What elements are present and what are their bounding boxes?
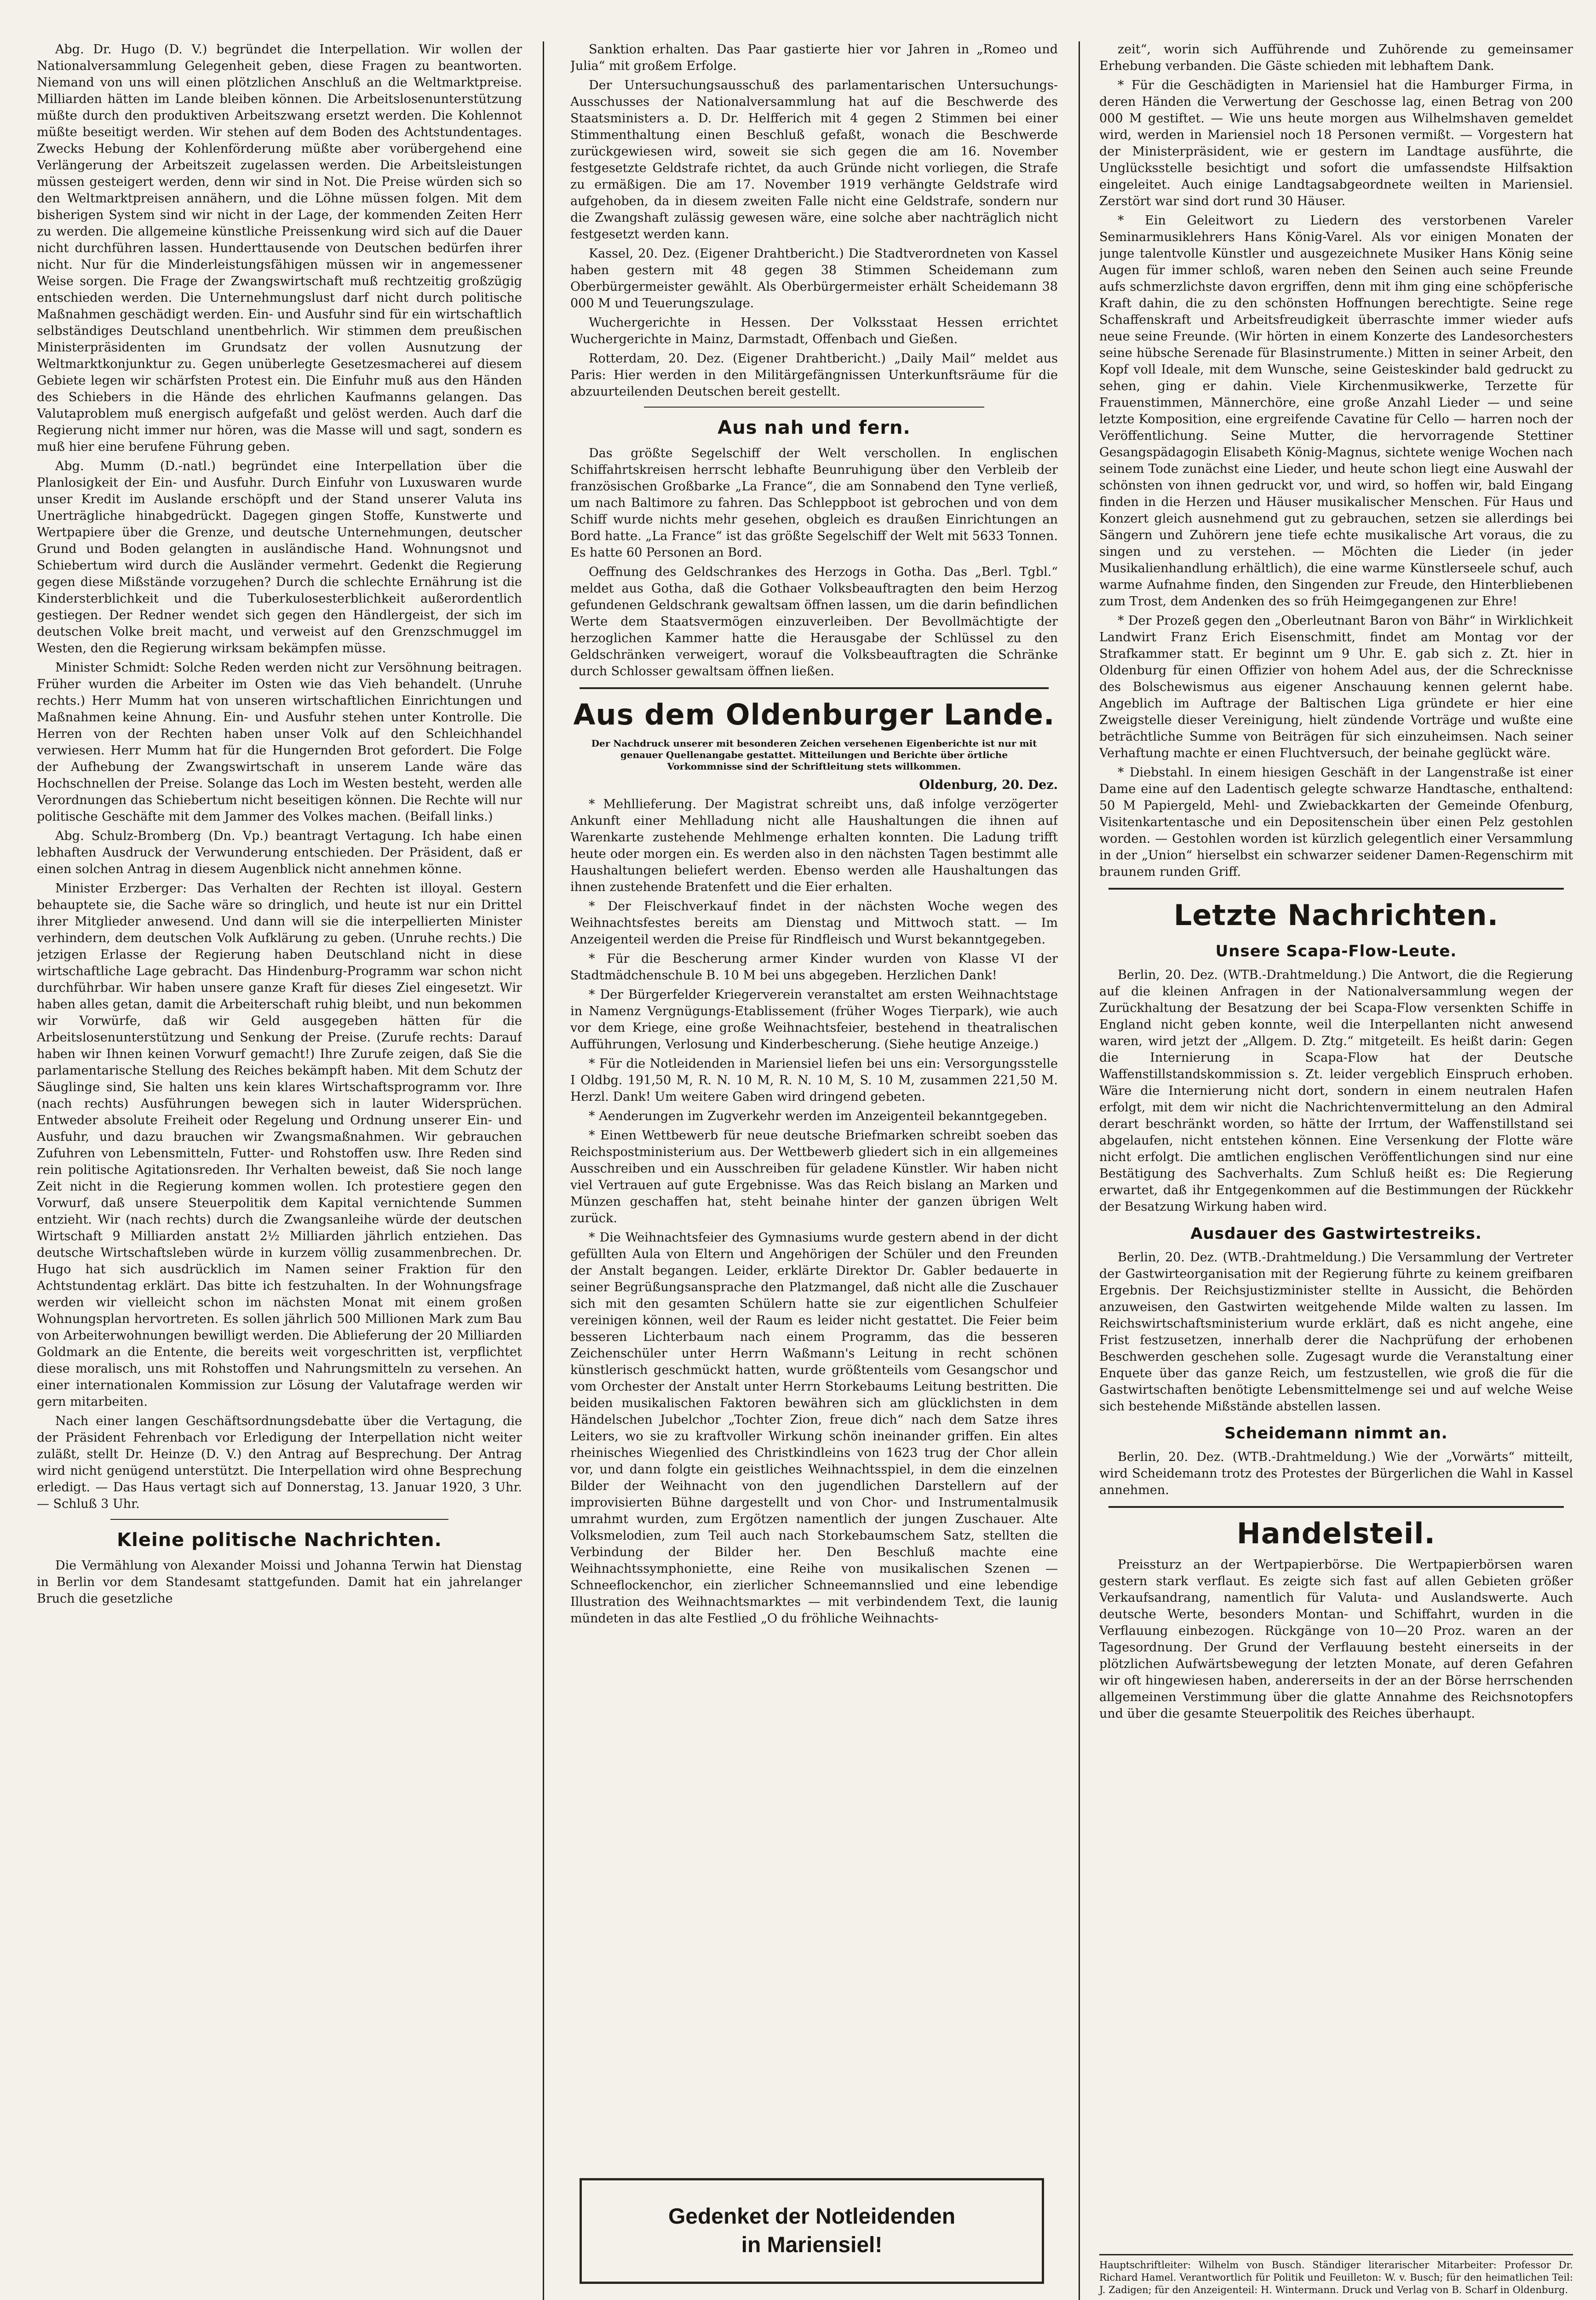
news-paragraph: Rotterdam, 20. Dez. (Eigener Drahtbericht.) „Daily Mail“ meldet aus Paris: Hier werden in den Militärgefängnissen Unterkunftsräume für die abzuurteilenden Deutschen bereit gestellt. <box>570 351 1058 399</box>
letzte-nachrichten-heading: Letzte Nachrichten. <box>1173 898 1499 932</box>
news-paragraph: Berlin, 20. Dez. (WTB.-Drahtmeldung.) Die Antwort, die die Regierung auf die kleinen Anfragen in der Nationalversammlung wegen der Zurückhaltung der Besatzung der bei Scapa-Flow versenkten Schiffe in England nicht geben konnte, weil die Interpellanten nicht anwesend waren, wird jetzt der „Allgem. D. Ztg.“ mitgeteilt. Es heißt darin: Gegen die Internierung in Scapa-Flow hat der Deutsche Waffenstillstandskommission s. Zt. leider vergeblich Einspruch erhoben. Wäre die Internierung nicht dort, sondern in einem neutralen Hafen erfolgt, mit dem wir nicht die Nachrichtenvermittelung an den Admiral derart beschränkt worden, so hätte der Irrtum, der Waffenstillstand sei abgelaufen, nicht entstehen können. Eine Versenkung der Flotte wäre nicht erfolgt. Die amtlichen englischen Veröffentlichungen sind nur eine Bestätigung des Sachverhalts. Zum Schluß heißt es: Die Regierung erwartet, daß ihr Entgegenkommen auf die Bestimmungen der Rückkehr der Besatzung Wirkung haben wird. <box>1099 968 1573 1214</box>
local-paragraph: * Der Prozeß gegen den „Oberleutnant Baron von Bähr“ in Wirklichkeit Landwirt Franz Erich Eisenschmitt, findet am Montag vor der Strafkammer statt. Er beginnt um 9 Uhr. E. gab sich z. Zt. hier in Oldenburg für einen Offizier von hohem Adel aus, der die Schrecknisse des Bolschewismus aus eigener Anschauung kennen gelernt habe. Angeblich im Auftrage der Baltischen Liga gründete er hier eine Zweigstelle dieser Vereinigung, hielt zündende Vorträge und wußte eine beträchtliche Summe von Beiträgen für sich einzuheimsen. Nach seiner Verhaftung machte er einen Fluchtversuch, der beinahe geglückt wäre. <box>1099 614 1573 760</box>
section-divider <box>1108 888 1564 890</box>
local-paragraph: * Ein Geleitwort zu Liedern des verstorbenen Vareler Seminarmusiklehrers Hans König-Varel. Als vor einigen Monaten der junge talentvolle Künstler und ausgezeichnete Musiker Hans König seine Augen für immer schloß, waren neben den Seinen auch seine Freunde aufs schmerzlichste davon ergriffen, denn mit ihm ging eine schöpferische Kraft dahin, die zu den schönsten Hoffnungen berechtigte. Seine rege Schaffenskraft und Arbeitsfreudigkeit überraschte immer wieder aufs neue seine Freunde. (Wir hörten in einem Konzerte des Landesorchesters seine hübsche Serenade für Blasinstrumente.) Mitten in seiner Arbeit, den Kopf voll Ideale, mit dem Wunsche, seine Geisteskinder bald gedruckt zu sehen, ging er dahin. Viele Kirchenmusikwerke, Terzette für Frauenstimmen, Männerchöre, eine große Anzahl Lieder — und seine letzte Komposition, eine ergreifende Cavatine für Cello — harren noch der Veröffentlichung. Seine Mutter, die hervorragende Stettiner Gesangspädagogin Elisabeth König-Magnus, sichtete wenige Wochen nach seinem Tode zunächst eine Lieder, und heute schon liegt eine Auswahl der schönsten von ihnen gedruckt vor, und wird, so hoffen wir, bald Eingang finden in die Herzen und Häuser musikalischer Menschen. Für Haus und Konzert gleich ausnehmend gut zu gebrauchen, setzen sie allerdings bei Sängern und Zuhörern jene tiefe echte musikalische Art voraus, die zu singen und zu verstehen. — Möchten die Lieder (in jeder Musikalienhandlung erhältlich), die eine warme Künstlerseele schuf, auch warme Aufnahme finden, den Singenden zur Freude, den Hinterbliebenen zum Trost, dem Andenken des so früh Heimgegangenen zur Ehre! <box>1099 213 1573 609</box>
column-2 <box>570 41 1058 2300</box>
column-rule-right <box>1079 41 1080 2300</box>
local-paragraph: * Der Fleischverkauf findet in der nächsten Woche wegen des Weihnachtsfestes bereits am Dienstag und Mittwoch statt. — Im Anzeigenteil werden die Preise für Rindfleisch und Wurst bekanntgegeben. <box>570 899 1058 947</box>
column-rule-left <box>543 41 544 2300</box>
news-paragraph: Preissturz an der Wertpapierbörse. Die Wertpapierbörsen waren gestern stark verflaut. Es zeigte sich fast auf allen Gebieten größer Verkaufsandrang, namentlich für Valuta- und Auslandswerte. Auch deutsche Werte, besonders Montan- und Schiffahrt, wurden in die Verflauung einbezogen. Rückgänge von 10—20 Proz. waren an der Tagesordnung. Der Grund der Verflauung besteht einerseits in der plötzlichen Aufwärtsbewegung der letzten Monate, auf deren Gefahren wir oft hingewiesen haben, andererseits in der an der Börse herrschenden allgemeinen Verstimmung über die glatte Annahme des Reichsnotopfers und über die gesamte Steuerpolitik des Reiches überhaupt. <box>1099 1558 1573 1721</box>
parliament-paragraph: Nach einer langen Geschäftsordnungsdebatte über die Vertagung, die der Präsident Fehrenbach vor Erledigung der Interpellation nicht weiter zuläßt, stellt Dr. Heinze (D. V.) den Antrag auf Besprechung. Der Antrag wird nicht genügend unterstützt. Die Interpellation wird ohne Besprechung erledigt. — Das Haus vertagt sich auf Donnerstag, 13. Januar 1920, 3 Uhr. — Schluß 3 Uhr. <box>37 1414 522 1511</box>
aus-nah-und-fern-heading: Aus nah und fern. <box>718 417 911 438</box>
column-1 <box>37 41 522 2300</box>
local-paragraph: * Für die Notleidenden in Mariensiel liefen bei uns ein: Versorgungsstelle I Oldbg. 191,50 M, R. N. 10 M, R. N. 10 M, S. 10 M, zusammen 221,50 M. Herzl. Dank! Um weitere Gaben wird dringend gebeten. <box>570 1057 1058 1104</box>
parliament-paragraph: Minister Schmidt: Solche Reden werden nicht zur Versöhnung beitragen. Früher wurden die Arbeiter im Osten wie das Vieh behandelt. (Unruhe rechts.) Herr Mumm hat von unseren wirtschaftlichen Einrichtungen und Maßnahmen keine Ahnung. Ein- und Ausfuhr stehen unter Kontrolle. Die Herren von der Rechten haben unser Volk auf den Schleichhandel verwiesen. Herr Mumm hat für die Hungernden Brot gefordert. Die Folge der Aufhebung der Zwangswirtschaft in unserem Lande wäre das Hochschnellen der Preise. Solange das Loch im Westen besteht, werden alle Verordnungen das Schiebertum nicht beseitigen können. Die Rechte will nur politische Geschäfte mit dem Jammer des Volkes machen. (Beifall links.) <box>37 661 522 824</box>
local-paragraph: * Für die Geschädigten in Mariensiel hat die Hamburger Firma, in deren Händen die Verwertung der Geschosse lag, einen Betrag von 200 000 M gestiftet. — Wie uns heute morgen aus Wilhelmshaven gemeldet wird, werden in Mariensiel noch 18 Personen vermißt. — Vorgestern hat der Ministerpräsident, wie er gestern im Landtage ausführte, die Unglücksstelle besichtigt und sofort die umfassendste Hilfsaktion eingeleitet. Auch einige Landtagsabgeordnete weilten in Mariensiel. Zerstört war sind dort rund 30 Häuser. <box>1099 78 1573 208</box>
local-paragraph: * Aenderungen im Zugverkehr werden im Anzeigenteil bekanntgegeben. <box>589 1109 1047 1123</box>
parliament-paragraph: Abg. Schulz-Bromberg (Dn. Vp.) beantragt Vertagung. Ich habe einen lebhaften Ausdruck der Verwunderung entschieden. Der Präsident, daß er einen solchen Antrag in diesem Augenblick nicht annehmen könne. <box>37 829 522 876</box>
gastwirtestreik-heading: Ausdauer des Gastwirtestreiks. <box>1190 1225 1482 1243</box>
news-paragraph: Wuchergerichte in Hessen. Der Volksstaat Hessen errichtet Wuchergerichte in Mainz, Darmstadt, Offenbach und Gießen. <box>570 316 1058 346</box>
local-paragraph: zeit“, worin sich Aufführende und Zuhörende zu gemeinsamer Erhebung verbanden. Die Gäste schieden mit lebhaftem Dank. <box>1099 42 1573 73</box>
parliament-paragraph: Abg. Mumm (D.-natl.) begründet eine Interpellation über die Planlosigkeit der Ein- und Ausfuhr. Durch Einfuhr von Luxuswaren wurde unser Kredit im Auslande erschöpft und der Stand unserer Valuta ins Unerträgliche hinabgedrückt. Dagegen gingen Stoffe, Kunstwerte und Wertpapiere über die Grenze, und deutsche Unternehmungen, deutscher Grund und Boden gelangten in ausländische Hand. Wohnungsnot und Schiebertum wird durch die Ausländer vermehrt. Gedenkt die Regierung gegen diese Mißstände vorzugehen? Durch die schlechte Ernährung ist die Kindersterblichkeit und die Tuberkulosesterblichkeit außerordentlich gestiegen. Der Redner wendet sich gegen den Händlergeist, der sich im deutschen Volke breit macht, und verweist auf den Grenzschmuggel im Westen, den die Regierung wirksam bekämpfen müsse. <box>37 459 522 656</box>
reprint-note: Der Nachdruck unserer mit besonderen Zeichen versehenen Eigenberichte ist nur mit genauer Quellenangabe gestattet. Mitteilungen und Berichte über örtliche Vorkommnisse sind der Schriftleitung stets willkommen. <box>591 738 1037 772</box>
oldenburger-lande-heading: Aus dem Oldenburger Lande. <box>573 698 1055 731</box>
parliament-paragraph: Abg. Dr. Hugo (D. V.) begründet die Interpellation. Wir wollen der Nationalversammlung Gelegenheit geben, diese Fragen zu beantworten. Niemand von uns will einen plötzlichen Anschluß an die Weltmarktpreise. Milliarden hätten im Lande bleiben können. Die Arbeitslosenunterstützung müßte durch den produktiven Arbeitszwang ersetzt werden. Die Kohlennot müßte beseitigt werden. Wir stehen auf dem Boden des Achtstundentages. Zwecks Hebung der Kohlenförderung müßte aber vorübergehend eine Verlängerung der Arbeitszeit zugelassen werden. Die Arbeitsleistungen müssen gesteigert werden, denn wir sind in Not. Die Preise würden sich so den Weltmarktpreisen annähern, und die Löhne müssen folgen. Mit dem bisherigen System sind wir nicht in der Lage, der kommenden Zeiten Herr zu werden. Die allgemeine künstliche Preissenkung wird sich auf die Dauer nicht durchführen lassen. Hunderttausende von Deutschen bedürfen ihrer nicht. Nur für die Minderleistungsfähigen müssen wir in angemessener Weise sorgen. Die Frage der Zwangswirtschaft muß rechtzeitig großzügig entschieden werden. Die Unternehmungslust darf nicht durch politische Maßnahmen geschädigt werden. Ein- und Ausfuhr sind für ein wirtschaftlich selbständiges Deutschland unentbehrlich. Wir stimmen dem preußischen Ministerpräsidenten im Grundsatz der vollen Ausnutzung der Weltmarktkonjunktur zu. Gegen unüberlegte Gesetzesmacherei auf diesem Gebiete legen wir schärfsten Protest ein. Die Einfuhr muß aus den Händen des Schiebers in die Hände des ehrlichen Kaufmanns gelangen. Das Valutaproblem muß energisch aufgefaßt und gelöst werden. Auch darf die Regierung nicht immer nur hören, was die Masse will und sagt, sondern es muß hier eine berufene Führung geben. <box>37 42 522 454</box>
section-divider <box>1108 1506 1564 1508</box>
local-paragraph: * Für die Bescherung armer Kinder wurden von Klasse VI der Stadtmädchenschule B. 10 M bei uns abgegeben. Herzlichen Dank! <box>570 952 1058 983</box>
news-paragraph: Die Vermählung von Alexander Moissi und Johanna Terwin hat Dienstag in Berlin vor dem Standesamt stattgefunden. Damit hat ein jahrelanger Bruch die gesetzliche <box>37 1558 522 1606</box>
imprint: Hauptschriftleiter: Wilhelm von Busch. Ständiger literarischer Mitarbeiter: Professor Dr. Richard Hamel. Verantwortlich für Politik und Feuilleton: W. v. Busch; für den heimatlichen Teil: J. Zadigen; für den Anzeigenteil: H. Wintermann. Druck und Verlag von B. Scharf in Oldenburg. <box>1099 2254 1573 2296</box>
news-paragraph: Kassel, 20. Dez. (Eigener Drahtbericht.) Die Stadtverordneten von Kassel haben gestern mit 48 gegen 38 Stimmen Scheidemann zum Oberbürgermeister gewählt. Als Oberbürgermeister erhält Scheidemann 38 000 M und Teuerungszulage. <box>570 247 1058 310</box>
dateline: Oldenburg, 20. Dez. <box>919 778 1058 792</box>
news-paragraph: Sanktion erhalten. Das Paar gastierte hier vor Jahren in „Romeo und Julia“ mit großem Erfolge. <box>570 42 1058 73</box>
news-paragraph: Oeffnung des Geldschrankes des Herzogs in Gotha. Das „Berl. Tgbl.“ meldet aus Gotha, daß die Gothaer Volksbeauftragten den beim Herzog gefundenen Geldschrank gewaltsam öffnen lassen, um die darin befindlichen Werte dem Staatsvermögen einzuverleiben. Der Bevollmächtigte der herzoglichen Kammer hatte die Herausgabe der Schlüssel zu den Geldschränken verweigert, worauf die Volksbeauftragten die Schränke durch Schlosser gewaltsam öffnen ließen. <box>570 565 1058 678</box>
appeal-line-1: Gedenket der Notleidenden <box>668 2204 956 2229</box>
section-divider <box>644 407 984 408</box>
parliament-paragraph: Minister Erzberger: Das Verhalten der Rechten ist illoyal. Gestern behauptete sie, die Sache wäre so dringlich, und heute ist nur ein Drittel ihrer Mitglieder anwesend. Und dann will sie die interpellierten Minister verhindern, dem deutschen Volk Aufklärung zu geben. (Unruhe rechts.) Die jetzigen Erlasse der Regierung haben Deutschland nicht in diese wirtschaftliche Lage gebracht. Das Hindenburg-Programm war schon nicht durchführbar. Wir haben unsere ganze Kraft für dieses Ziel eingesetzt. Wir haben alles getan, damit die Arbeiterschaft ruhig bleibt, und nun bekommen wir Vorwürfe, daß wir Geld ausgegeben hätten für die Arbeitslosenunterstützung und Senkung der Preise. (Zurufe rechts: Darauf haben wir Ihnen keinen Vorwurf gemacht!) Ihre Zurufe zeigen, daß Sie die parlamentarische Stellung des Reiches bekämpft haben. Mit dem Schutz der Säuglinge sind, Sie halten uns kein klares Wirtschaftsprogramm vor. Ihre (nach rechts) Ausführungen bewegen sich in lauter Widersprüchen. Entweder absolute Freiheit oder Regelung und Ordnung unserer Ein- und Ausfuhr, und dazu brauchen wir Zwangsmaßnahmen. Wir gebrauchen Zufuhren von Lebensmitteln, Futter- und Rohstoffen usw. Ihre Reden sind rein politische Agitationsreden. Ihr Verhalten beweist, daß Sie noch lange Zeit nicht in die Regierung kommen wollen. Ich protestiere gegen den Vorwurf, daß unsere Steuerpolitik dem Kapital vernichtende Summen entzieht. Wir (nach rechts) durch die Zwangsanleihe würde der deutschen Wirtschaft 9 Milliarden anstatt 2½ Milliarden jährlich entziehen. Das deutsche Wirtschaftsleben würde in kurzem völlig zusammenbrechen. Dr. Hugo hat sich ausdrücklich im Namen seiner Fraktion für den Achtstundentag erklärt. Das bitte ich festzuhalten. In der Wohnungsfrage werden wir vielleicht schon im nächsten Monat mit einem großen Wohnungsplan hervortreten. Es sollen jährlich 500 Millionen Mark zum Bau von Arbeiterwohnungen bewilligt werden. Die Ablieferung der 20 Milliarden Goldmark an die Entente, die bereits weit vorgeschritten ist, verpflichtet diese moralisch, uns mit Rohstoffen und Nahrungsmitteln zu versehen. An einer internationalen Kommission zur Lösung der Valutafrage werden wir gern mitarbeiten. <box>37 881 522 1409</box>
section-divider <box>110 1519 448 1520</box>
news-paragraph: Berlin, 20. Dez. (WTB.-Drahtmeldung.) Wie der „Vorwärts“ mitteilt, wird Scheidemann trotz des Protestes der Bürgerlichen die Wahl in Kassel annehmen. <box>1099 1450 1573 1497</box>
local-paragraph: * Die Weihnachtsfeier des Gymnasiums wurde gestern abend in der dicht gefüllten Aula von Eltern und Angehörigen der Schüler und den Freunden der Anstalt begangen. Leider, erklärte Direktor Dr. Gabler bedauerte in seiner Begrüßungsansprache den Platzmangel, daß nicht alle die Zuschauer sich mit den gesamten Schülern hatte sie zur eigentlichen Schulfeier vereinigen können, weil der Raum es leider nicht gestattet. Die Feier beim besseren Lichterbaum nach einem Programm, das die besseren Zeichenschüler unter Herrn Waßmann's Leitung in recht schönen künstlerisch geschmückt hatten, wurde größtenteils vom Gesangschor und vom Orchester der Anstalt unter Herrn Storkebaums Leitung bestritten. Die beiden musikalischen Faktoren bewähren sich am glücklichsten in dem Händelschen Jubelchor „Tochter Zion, freue dich“ nach dem Satze ihres Leiters, wo sie zu kraftvoller Wirkung schön ineinander griffen. Ein altes rheinisches Wiegenlied des Christkindleins von 1623 trug der Chor allein vor, und dann folgte ein geistliches Weihnachtsspiel, in dem die einzelnen Bilder der Weihnacht von den jugendlichen Darstellern auf der improvisierten Bühne dargestellt und von Chor- und Instrumentalmusik umrahmt wurden, zum Ergötzen namentlich der jungen Zuschauer. Alte Volksmelodien, zum Teil auch nach Storkebaumschem Satz, stellten die Verbindung der Bilder her. Den Beschluß machte eine Weihnachtssymphoniette, eine Reihe von musikalischen Szenen — Schneeflockenchor, ein zierlicher Schneemannslied und eine lebendige Illustration des Weihnachtsmarktes — mit verbindendem Text, die launig mündeten in das alte Festlied „O du fröhliche Weihnachts- <box>570 1230 1058 1626</box>
handelsteil-heading: Handelsteil. <box>1236 1517 1436 1550</box>
local-paragraph: * Der Bürgerfelder Kriegerverein veranstaltet am ersten Weihnachtstage in Namenz Vergnügungs-Etablissement (früher Woges Tierpark), wie auch vor dem Kriege, eine große Weihnachtsfeier, bestehend in theatralischen Aufführungen, Verlosung und Kinderbescherung. (Siehe heutige Anzeige.) <box>570 988 1058 1052</box>
news-paragraph: Das größte Segelschiff der Welt verschollen. In englischen Schiffahrtskreisen herrscht lebhafte Beunruhigung über den Verbleib der französischen Großbarke „La France“, die am Sonnabend den Tyne verließ, um nach Baltimore zu fahren. Das Schleppboot ist gebrochen und von dem Schiff wurde nichts mehr gesehen, obgleich es draußen Einrichtungen an Bord hatte. „La France“ ist das größte Segelschiff der Welt mit 5633 Tonnen. Es hatte 60 Personen an Bord. <box>570 446 1058 560</box>
local-paragraph: * Diebstahl. In einem hiesigen Geschäft in der Langenstraße ist einer Dame eine auf den Ladentisch gelegte schwarze Handtasche, enthaltend: 50 M Papiergeld, Mehl- und Zwiebackkarten der Gemeinde Ofenburg, Visitenkartentasche und ein Depositenschein über einen Pelz gestohlen worden. — Gestohlen worden ist kürzlich gelegentlich einer Versammlung in der „Union“ hierselbst ein schwarzer seidener Damen-Regenschirm mit braunem runden Griff. <box>1099 765 1573 879</box>
news-paragraph: Berlin, 20. Dez. (WTB.-Drahtmeldung.) Die Versammlung der Vertreter der Gastwirteorganisation mit der Regierung führte zu keinem greifbaren Ergebnis. Der Reichsjustizminister stellte in Aussicht, die Behörden anzuweisen, den Gastwirten weitgehende Milde walten zu lassen. Im Reichswirtschaftsministerium wurde erklärt, daß es nicht angehe, eine Frist festzusetzen, innerhalb derer die Nachprüfung der erhobenen Beschwerden geschehen solle. Zugesagt wurde die Veranstaltung einer Enquete über das ganze Reich, um festzustellen, wie groß die für die Gastwirtschaften benötigte Lebensmittelmenge sei und auf welche Weise sich bestehende Mißstände abstellen lassen. <box>1099 1250 1573 1414</box>
news-paragraph: Der Untersuchungsausschuß des parlamentarischen Untersuchungs-Ausschusses der Nationalversammlung hat auf die Beschwerde des Staatsministers a. D. Dr. Helfferich mit 4 gegen 2 Stimmen bei einer Stimmenthaltung einen Beschluß gefaßt, wonach die Beschwerde zurückgewiesen wird, soweit sie sich gegen die am 16. November festgesetzte Geldstrafe richtet, da auch Gründe nicht vorliegen, die Strafe zu ermäßigen. Die am 17. November 1919 verhängte Geldstrafe wird aufgehoben, da in diesem zweiten Falle nicht eine Geldstrafe, sondern nur die Zwangshaft zulässig gewesen wäre, eine solche aber nachträglich nicht festgesetzt werden kann. <box>570 78 1058 242</box>
local-paragraph: * Einen Wettbewerb für neue deutsche Briefmarken schreibt soeben das Reichspostministerium aus. Der Wettbewerb gliedert sich in ein allgemeines Ausschreiben und ein Ausschreiben für geladene Künstler. Wir haben nicht viel Vertrauen auf gute Ergebnisse. Was das Reich bislang an Marken und Münzen geschaffen hat, steht beinahe hinter der ganzen übrigen Welt zurück. <box>570 1128 1058 1225</box>
appeal-line-2: in Mariensiel! <box>741 2233 883 2257</box>
kleine-nachrichten-heading: Kleine politische Nachrichten. <box>117 1530 442 1551</box>
scapa-flow-heading: Unsere Scapa-Flow-Leute. <box>1215 942 1457 960</box>
appeal-box <box>580 2178 1044 2284</box>
column-3 <box>1099 41 1573 2245</box>
scheidemann-heading: Scheidemann nimmt an. <box>1224 1424 1448 1443</box>
section-divider <box>580 687 1049 689</box>
local-paragraph: * Mehllieferung. Der Magistrat schreibt uns, daß infolge verzögerter Ankunft einer Mehlladung nicht alle Haushaltungen die ihnen auf Warenkarte zustehende Mehlmenge erhalten konnten. Die Ladung trifft heute oder morgen ein. Es werden also in den nächsten Tagen bestimmt alle Haushaltungen beliefert werden. Ebenso werden alle Haushaltungen das ihnen zustehende Bratenfett und die Eier erhalten. <box>570 797 1058 894</box>
